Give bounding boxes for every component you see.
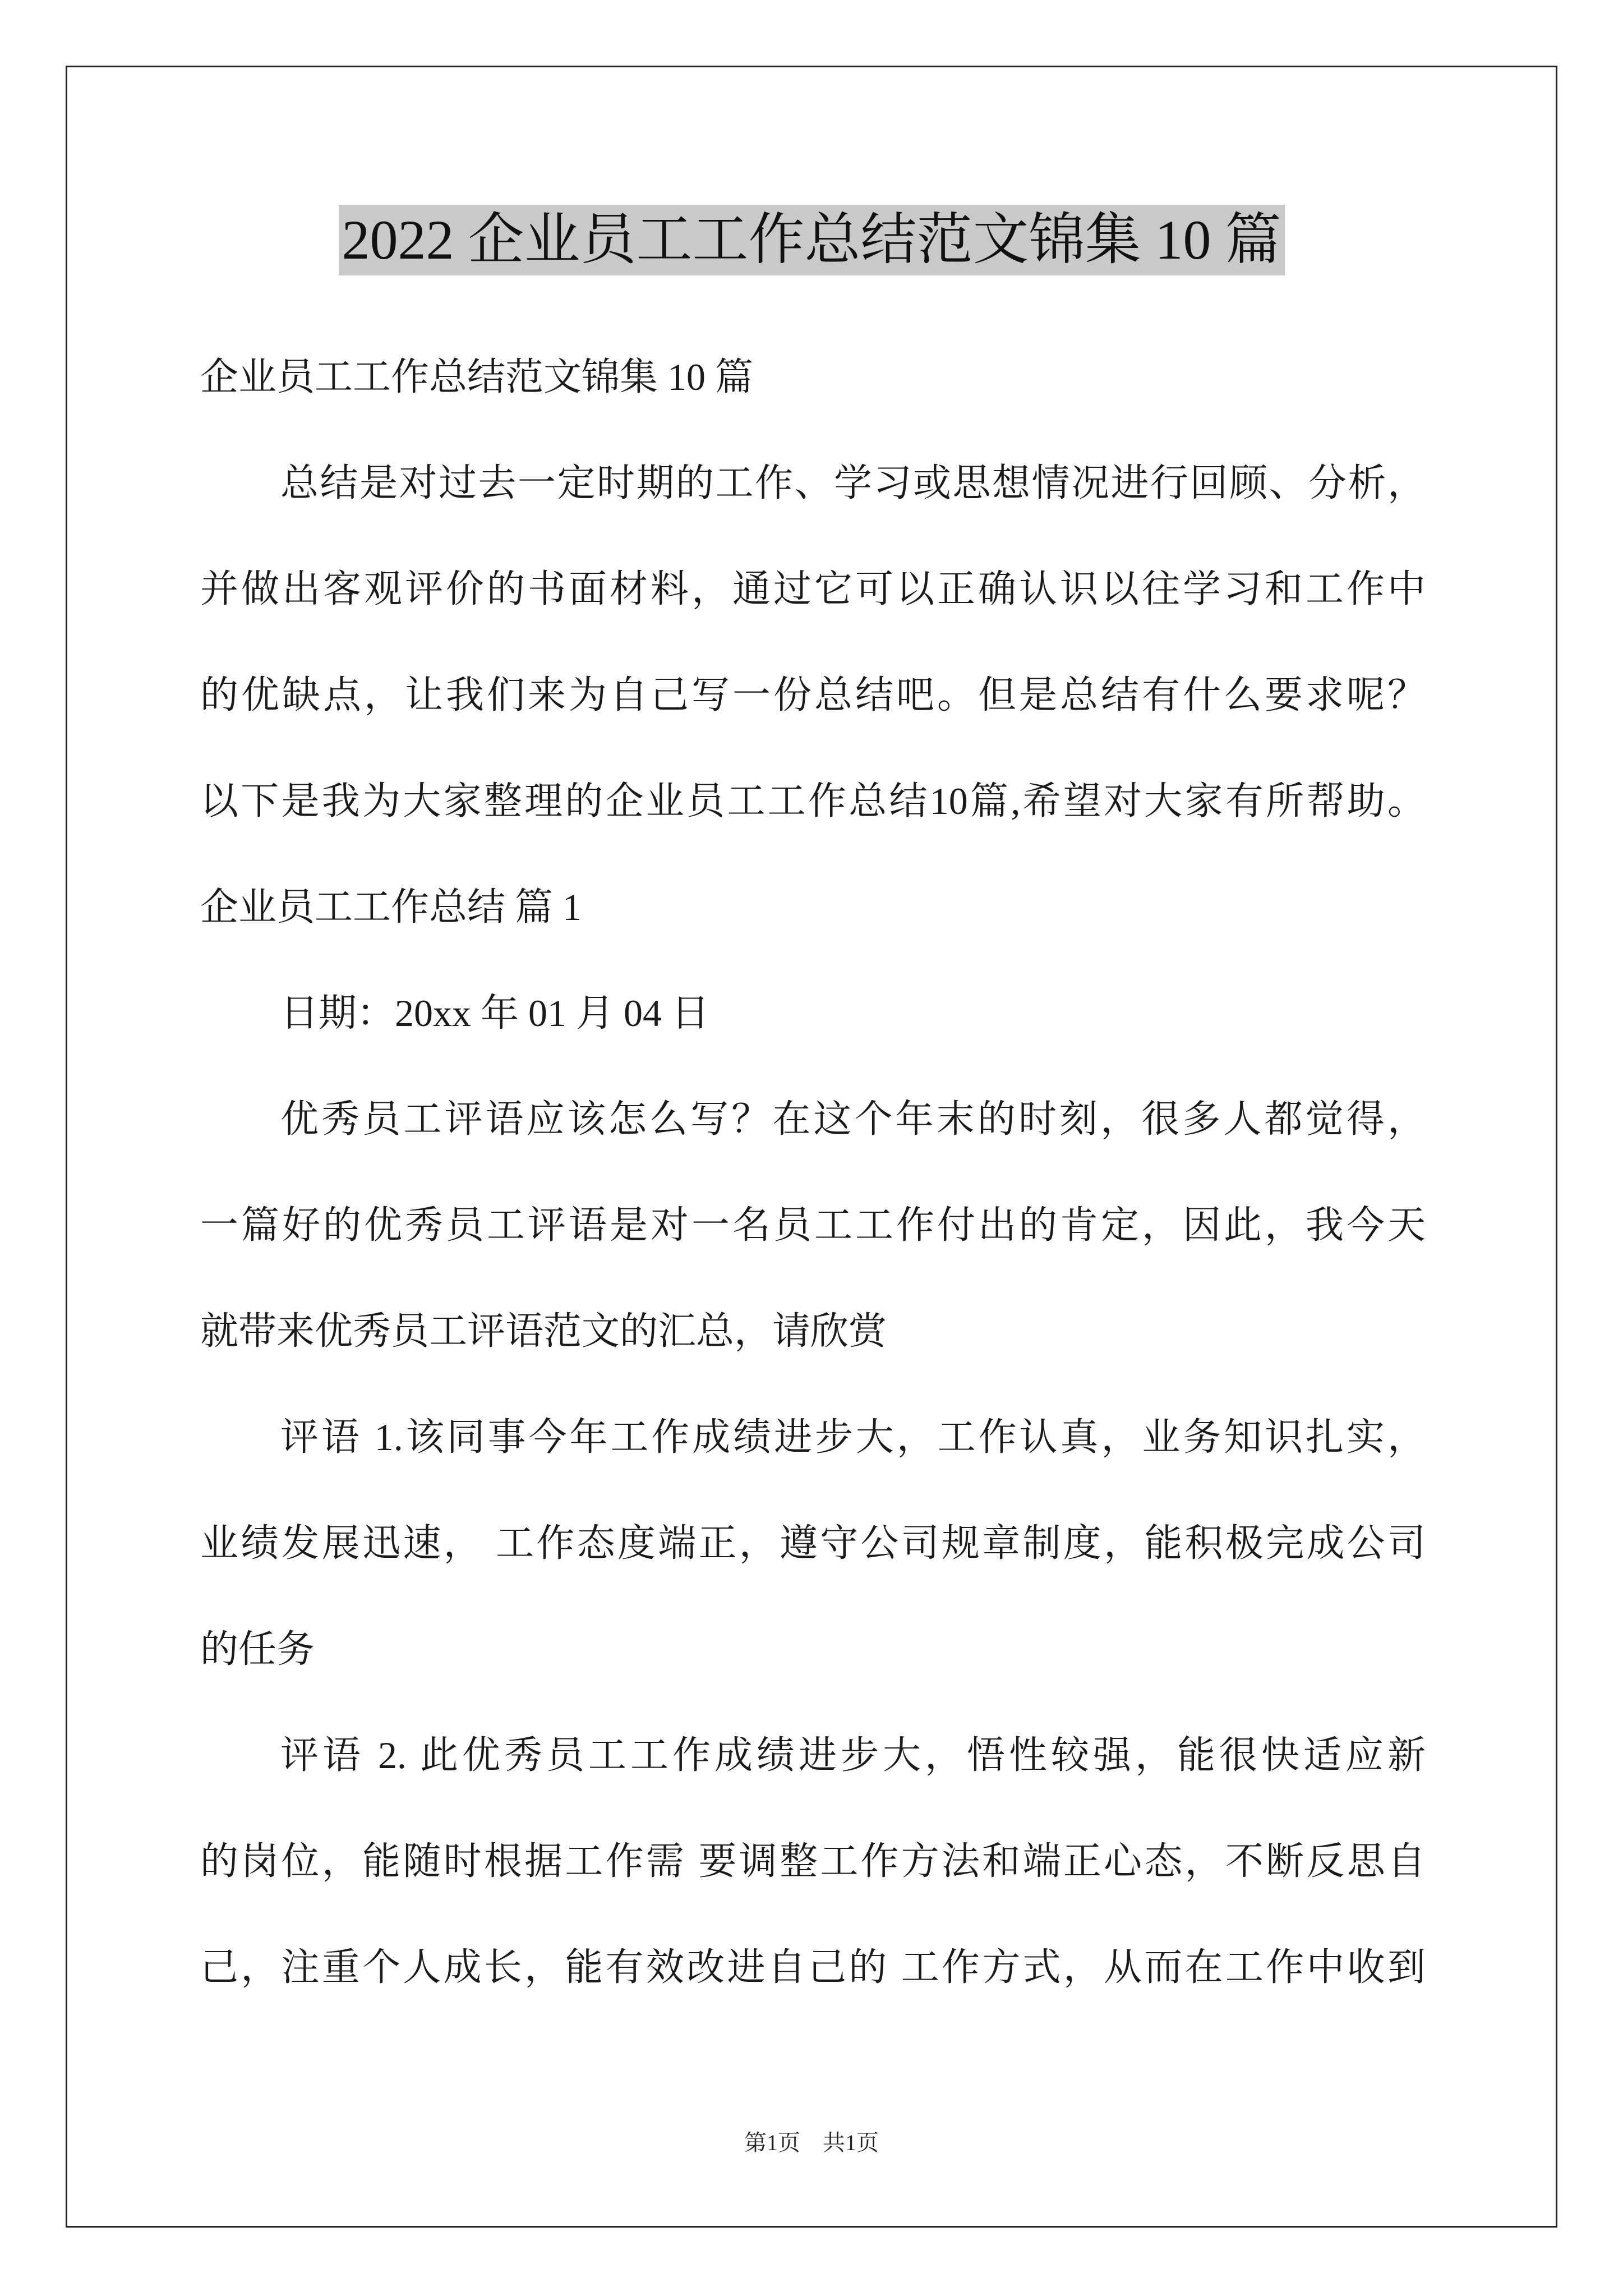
body-line: 总结是对过去一定时期的工作、学习或思想情况进行回顾、分析， bbox=[280, 462, 1426, 504]
page-total: 共1页 bbox=[823, 2130, 879, 2155]
body-line: 己，注重个人成长，能有效改进自己的 工作方式，从而在工作中收到 bbox=[200, 1946, 1426, 1989]
body-line: 评语 1.该同事今年工作成绩进步大，工作认真，业务知识扎实， bbox=[280, 1416, 1426, 1458]
document-body bbox=[200, 324, 1426, 2021]
body-line: 业绩发展迅速， 工作态度端正，遵守公司规章制度，能积极完成公司 bbox=[200, 1522, 1426, 1565]
body-line: 就带来优秀员工评语范文的汇总，请欣赏 bbox=[200, 1310, 887, 1352]
title-container bbox=[66, 205, 1557, 275]
page-footer bbox=[66, 2126, 1557, 2160]
page-number: 第1页 bbox=[744, 2130, 800, 2155]
body-line: 以下是我为大家整理的企业员工工作总结10篇,希望对大家有所帮助。 bbox=[200, 780, 1426, 822]
body-line: 的优缺点，让我们来为自己写一份总结吧。但是总结有什么要求呢？ bbox=[200, 674, 1426, 716]
body-line: 的任务 bbox=[200, 1628, 315, 1671]
body-line: 的岗位，能随时根据工作需 要调整工作方法和端正心态，不断反思自 bbox=[200, 1840, 1426, 1883]
body-line: 一篇好的优秀员工评语是对一名员工工作付出的肯定，因此，我今天 bbox=[200, 1204, 1426, 1246]
document-title: 2022 企业员工工作总结范文锦集 10 篇 bbox=[339, 205, 1285, 275]
body-line: 优秀员工评语应该怎么写？在这个年末的时刻，很多人都觉得， bbox=[280, 1098, 1426, 1140]
section-heading: 企业员工工作总结 篇 1 bbox=[200, 886, 582, 928]
date-line: 日期：20xx 年 01 月 04 日 bbox=[280, 992, 710, 1034]
body-line: 企业员工工作总结范文锦集 10 篇 bbox=[200, 356, 754, 398]
body-line: 并做出客观评价的书面材料，通过它可以正确认识以往学习和工作中 bbox=[200, 568, 1426, 610]
body-line: 评语 2. 此优秀员工工作成绩进步大，悟性较强，能很快适应新 bbox=[280, 1734, 1426, 1777]
